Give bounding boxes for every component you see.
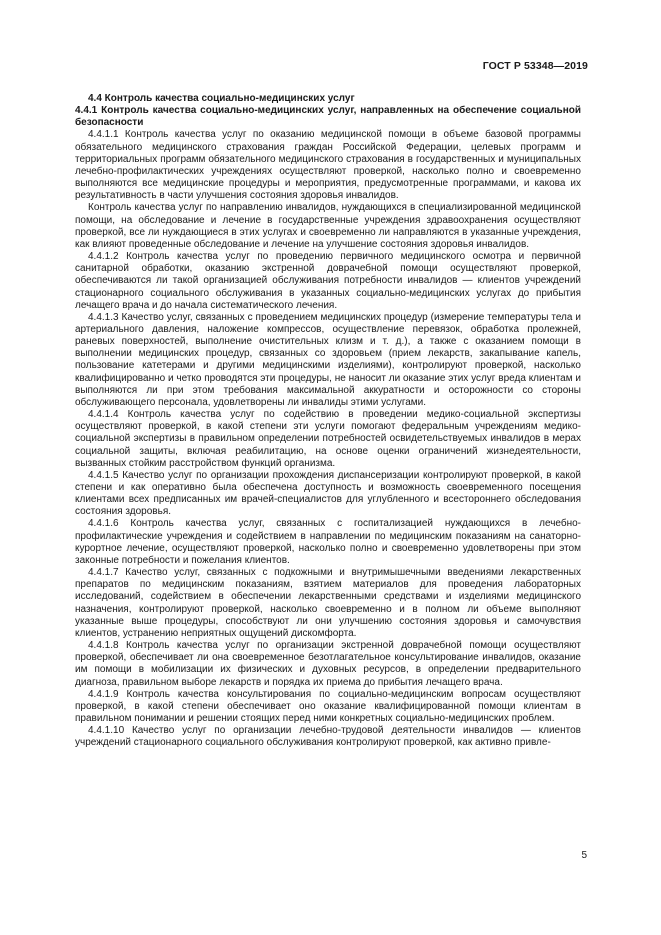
paragraph: 4.4.1.10 Качество услуг по организации лечебно-трудовой деятельности инвалидов — клиентов учреждений стационарного социального обслуживания контролируют проверкой, как активно привле- (75, 725, 581, 749)
page-number: 5 (581, 850, 587, 861)
paragraph: 4.4.1.7 Качество услуг, связанных с подкожными и внутримышечными введениями лекарственных препаратов по медицинским показаниям, взятием материалов для проведения лабораторных исследований, содействием в обеспечении лекарственными средствами и изделиями медицинского назначения, контролируют проверкой, насколько своевременно и в полном ли объеме выполняют указанные выше процедуры, способствуют ли они улучшению состояния здоровья и самочувствия клиентов, устранению неприятных ощущений дискомфорта. (75, 567, 581, 639)
paragraph: 4.4.1.8 Контроль качества услуг по организации экстренной доврачебной помощи осуществляют проверкой, обеспечивает ли она своевременное безотлагательное консультирование инвалидов, оказание им помощи в мобилизации их физических и духовных ресурсов, в определении предварительного диагноза, правильном выборе лекарств и порядка их приема до прибытия лечащего врача. (75, 640, 581, 688)
document-body (75, 93, 581, 749)
paragraph: 4.4.1.9 Контроль качества консультирования по социально-медицинским вопросам осуществляют проверкой, в какой степени обеспечивает оно оказание квалифицированной помощи клиентам в правильном понимании и решении стоящих перед ними конкретных социально-медицинских проблем. (75, 688, 581, 724)
paragraph: 4.4.1.2 Контроль качества услуг по проведению первичного медицинского осмотра и первичной санитарной обработки, оказанию экстренной доврачебной помощи осуществляют проверкой, обеспечиваются ли такой организацией обслуживания потребности инвалидов — клиентов учреждений стационарного социального обслуживания в указанных социально-медицинских услугах до прибытия лечащего врача и до начала систематического лечения. (75, 251, 581, 311)
standard-code: ГОСТ Р 53348—2019 (482, 60, 588, 72)
section-heading: 4.4 Контроль качества социально-медицинских услуг (88, 93, 355, 104)
paragraph: 4.4.1.5 Качество услуг по организации прохождения диспансеризации контролируют проверкой, в какой степени и как оперативно была обеспечена доступность и возможность своевременного посещения клиентами всех предписанных им врачей-специалистов для углубленного и всестороннего обследования состояния здоровья. (75, 469, 581, 518)
subsection-heading: 4.4.1 Контроль качества социально-медицинских услуг, направленных на обеспечение социальной безопасности (75, 105, 581, 129)
paragraph: 4.4.1.3 Качество услуг, связанных с проведением медицинских процедур (измерение температуры тела и артериального давления, наложение компрессов, осуществление перевязок, обработка пролежней, раневых поверхностей, выполнение очистительных клизм и т. д.), а также с оказанием помощи в выполнении медицинских процедур, связанных со здоровьем (прием лекарств, закапывание капель, пользование катетерами и другими медицинскими изделиями), контролируют проверкой, насколько квалифицированно и четко проводятся эти процедуры, не наносит ли оказание этих услуг вреда клиентам и выполняются ли при этом требования максимальной аккуратности и осторожности со стороны обслуживающего персонала, удовлетворены ли инвалиды этими услугами. (75, 311, 581, 408)
paragraph: Контроль качества услуг по направлению инвалидов, нуждающихся в специализированной медицинской помощи, на обследование и лечение в государственные учреждения здравоохранения осуществляют проверкой, все ли нуждающиеся в этих услугах и своевременно ли направляются в указанные учреждения, как влияют проведенные обследование и лечение на улучшение состояния здоровья инвалидов. (75, 202, 581, 250)
paragraph: 4.4.1.1 Контроль качества услуг по оказанию медицинской помощи в объеме базовой программы обязательного медицинского страхования граждан Российской Федерации, целевых программ и территориальных программ обязательного медицинского страхования в государственных и муниципальных лечебно-профилактических учреждениях осуществляют проверкой, насколько полно и своевременно выполняются все медицинские процедуры и мероприятия, предусмотренные программами, и какова их результативность в части улучшения состояния здоровья инвалидов. (75, 129, 581, 202)
paragraph: 4.4.1.4 Контроль качества услуг по содействию в проведении медико-социальной экспертизы осуществляют проверкой, в какой степени эти услуги помогают федеральным учреждениям медико-социальной экспертизы в правильном определении потребностей освидетельствуемых инвалидов в мерах социальной защиты, включая реабилитацию, на основе оценки ограничений жизнедеятельности, вызванных стойким расстройством функций организма. (75, 409, 581, 469)
paragraph: 4.4.1.6 Контроль качества услуг, связанных с госпитализацией нуждающихся в лечебно-профилактические учреждения и содействием в направлении по медицинским показаниям на санаторно-курортное лечение, осуществляют проверкой, насколько полно и своевременно удовлетворены при этом законные потребности и пожелания клиентов. (75, 518, 581, 566)
